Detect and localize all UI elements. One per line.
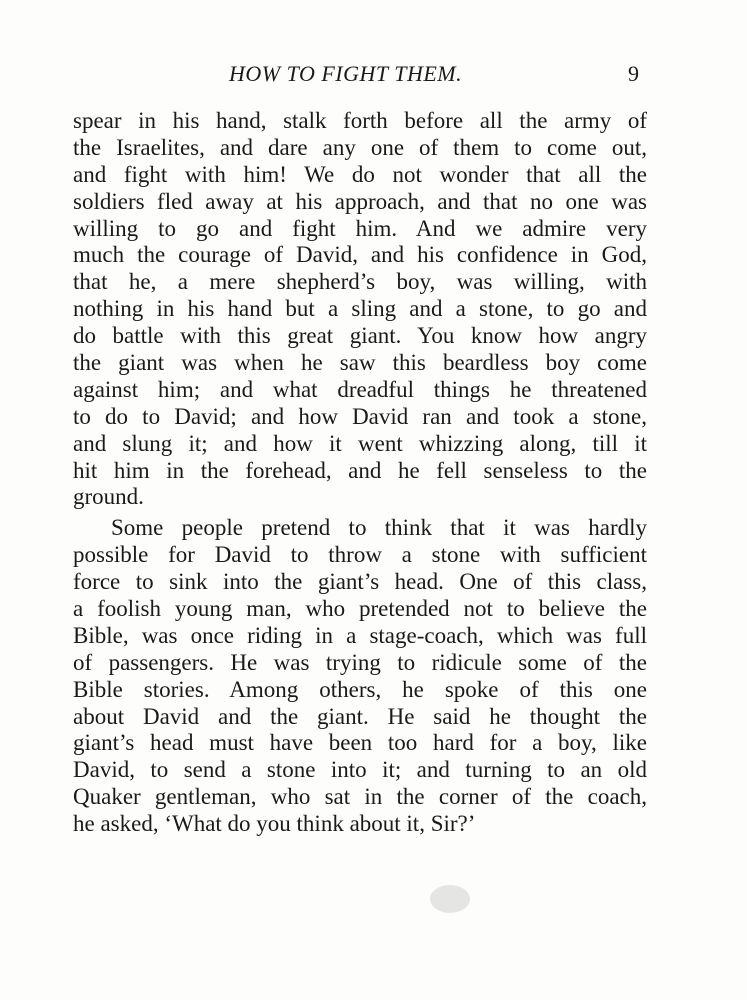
text-line: Some people pretend to think that it was hardly	[111, 515, 647, 541]
text-line: he asked, ‘What do you think about it, Sir?’	[73, 811, 476, 837]
text-line: Quaker gentleman, who sat in the corner of the coach,	[73, 784, 647, 810]
text-line: spear in his hand, stalk forth before all the army of	[73, 108, 647, 133]
body-text	[73, 108, 647, 838]
text-line: the giant was when he saw this beardless boy come	[73, 350, 647, 376]
text-line: ground.	[73, 484, 144, 510]
text-line: to do to David; and how David ran and took a stone,	[73, 403, 647, 429]
text-line: nothing in his hand but a sling and a stone, to go and	[73, 296, 647, 322]
text-line: of passengers. He was trying to ridicule some of the	[73, 649, 647, 675]
text-line: Bible stories. Among others, he spoke of this one	[73, 676, 647, 702]
running-head-title: HOW TO FIGHT THEM.	[229, 61, 463, 86]
text-line: hit him in the forehead, and he fell senseless to the	[73, 457, 647, 483]
text-line: that he, a mere shepherd’s boy, was willing, with	[73, 269, 647, 295]
paper-smudge	[430, 885, 470, 913]
text-line: a foolish young man, who pretended not to believe the	[73, 596, 647, 622]
paragraph-1	[73, 108, 647, 511]
text-line: about David and the giant. He said he thought the	[73, 703, 647, 729]
page-number: 9	[628, 61, 639, 86]
text-line: do battle with this great giant. You know how angry	[73, 323, 647, 349]
paragraph-2	[73, 515, 647, 838]
text-line: Bible, was once riding in a stage-coach, which was full	[73, 622, 647, 648]
text-line: David, to send a stone into it; and turning to an old	[73, 757, 647, 783]
text-line: willing to go and fight him. And we admire very	[73, 215, 647, 241]
text-line: giant’s head must have been too hard for a boy, like	[73, 730, 647, 756]
text-line: soldiers fled away at his approach, and that no one was	[73, 188, 647, 214]
text-line: and slung it; and how it went whizzing along, till it	[73, 430, 647, 456]
text-line: force to sink into the giant’s head. One of this class,	[73, 569, 647, 595]
text-line: the Israelites, and dare any one of them to come out,	[73, 134, 647, 160]
running-head	[0, 60, 747, 90]
text-line: possible for David to throw a stone with sufficient	[73, 542, 647, 568]
text-line: much the courage of David, and his confidence in God,	[73, 242, 647, 268]
text-line: against him; and what dreadful things he threatened	[73, 376, 647, 402]
text-line: and fight with him! We do not wonder that all the	[73, 161, 647, 187]
